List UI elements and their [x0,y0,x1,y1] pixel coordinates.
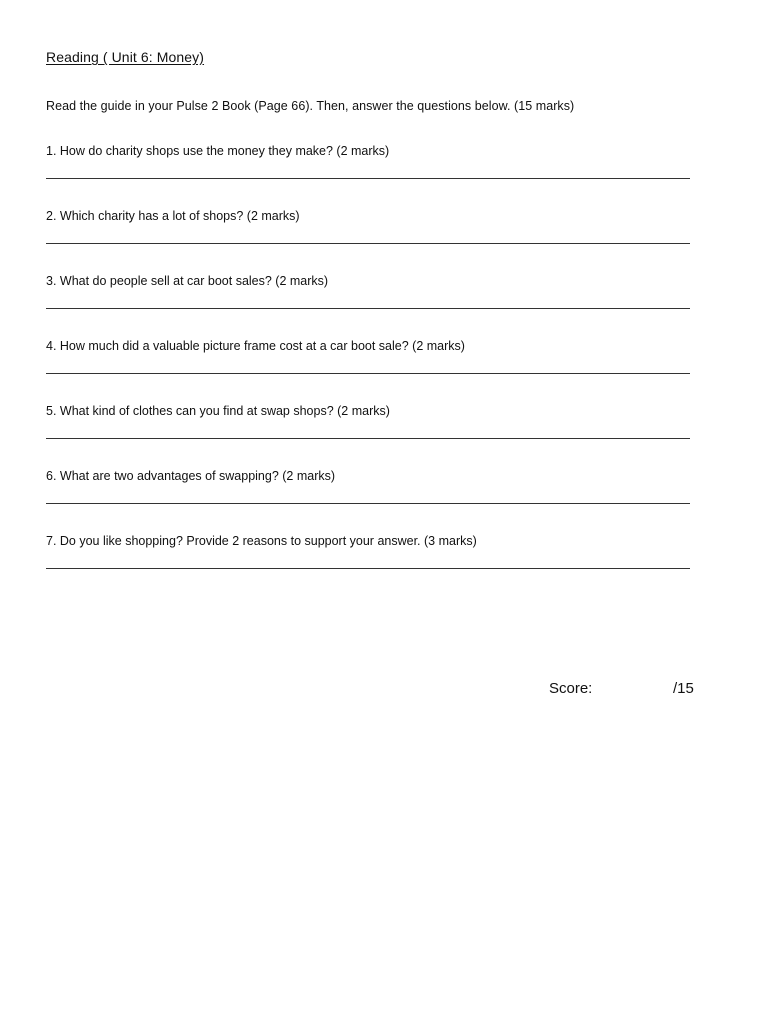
worksheet-title: Reading ( Unit 6: Money) [46,49,205,65]
question-text: 4. How much did a valuable picture frame cost at a car boot sale? (2 marks) [46,339,465,353]
question-item [46,403,690,468]
question-item [46,143,690,208]
question-text: 1. How do charity shops use the money they make? (2 marks) [46,144,390,158]
answer-line [46,243,690,244]
answer-line [46,503,690,504]
answer-line [46,308,690,309]
score-label: Score: [549,680,593,697]
question-item [46,208,690,273]
question-item [46,273,690,338]
question-list [46,143,690,598]
answer-line [46,438,690,439]
question-text: 5. What kind of clothes can you find at swap shops? (2 marks) [46,404,390,418]
question-text: 6. What are two advantages of swapping? (2 marks) [46,469,336,483]
question-text: 7. Do you like shopping? Provide 2 reasons to support your answer. (3 marks) [46,534,477,548]
question-item [46,533,690,598]
instructions-text: Read the guide in your Pulse 2 Book (Page 66). Then, answer the questions below. (15 marks) [46,99,575,113]
question-text: 2. Which charity has a lot of shops? (2 marks) [46,209,300,223]
question-text: 3. What do people sell at car boot sales? (2 marks) [46,274,329,288]
answer-line [46,568,690,569]
question-item [46,468,690,533]
answer-line [46,373,690,374]
question-item [46,338,690,403]
answer-line [46,178,690,179]
score-total: /15 [673,680,694,697]
